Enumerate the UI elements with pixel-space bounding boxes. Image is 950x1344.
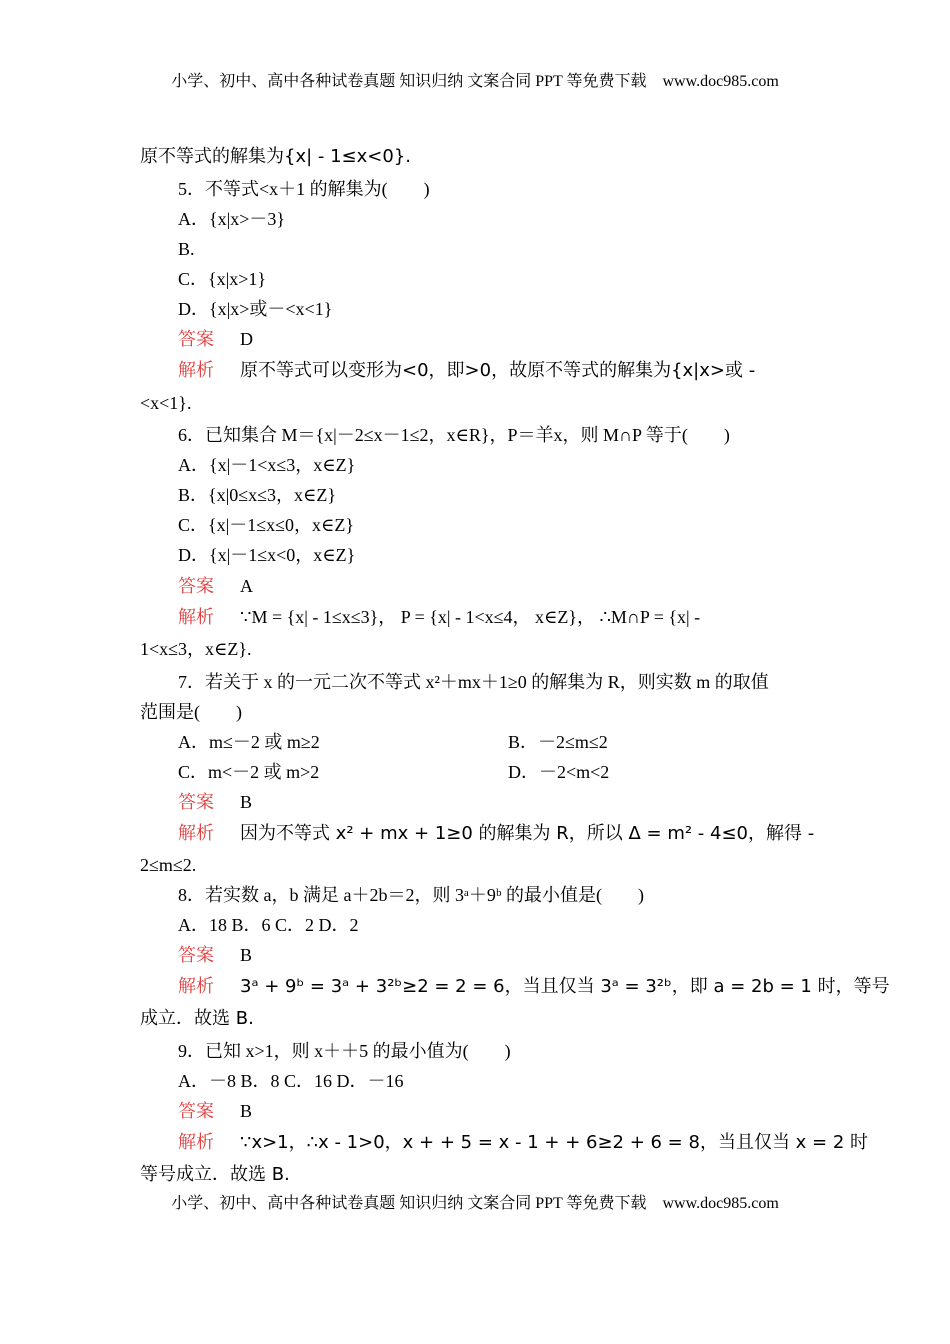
question-6: 6．已知集合 M＝{x|－2≤x－1≤2，x∈R}，P＝⽺x，则 M∩P 等于( ): [178, 425, 730, 445]
question-9: 9．已知 x>1，则 x＋＋5 的最小值为( ): [178, 1041, 511, 1061]
question-7-continuation: 范围是( ): [140, 702, 242, 722]
option-d: D．－2<m<2: [508, 762, 610, 782]
answer-value: B: [240, 945, 253, 965]
options: A．18 B．6 C．2 D．2: [178, 915, 359, 935]
text-line: 原不等式的解集为{x| - 1≤x<0}.: [140, 146, 412, 167]
page-header: 小学、初中、高中各种试卷真题 知识归纳 文案合同 PPT 等免费下载 www.doc985.com: [171, 73, 779, 90]
answer-label: 答案: [178, 792, 214, 813]
analysis-line: [178, 1130, 868, 1155]
analysis-line: [178, 821, 814, 846]
analysis-continuation: 等号成立．故选 B.: [140, 1164, 290, 1185]
question-5: 5．不等式<x＋1 的解集为( ): [178, 179, 430, 199]
option-a: A．m≤－2 或 m≥2: [178, 732, 320, 752]
option-c: C．{x|x>1}: [178, 269, 267, 289]
analysis-text: 原不等式可以变形为<0，即>0，故原不等式的解集为{x|x>或 -: [240, 360, 756, 381]
question-7: 7．若关于 x 的一元二次不等式 x²＋mx＋1≥0 的解集为 R，则实数 m 的取值: [178, 672, 769, 692]
answer-line: [178, 574, 253, 599]
analysis-label: 解析: [178, 360, 214, 381]
answer-value: B: [240, 792, 253, 812]
option-d: D．{x|－1≤x<0，x∈Z}: [178, 545, 356, 565]
analysis-text: ∵M = {x| - 1≤x≤3}， P = {x| - 1<x≤4， x∈Z}， ∴M∩P = {x| -: [240, 607, 701, 627]
analysis-label: 解析: [178, 607, 214, 628]
analysis-text: 因为不等式 x² + mx + 1≥0 的解集为 R，所以 Δ = m² - 4≤0，解得 -: [240, 823, 815, 844]
analysis-label: 解析: [178, 823, 214, 844]
analysis-continuation: 2≤m≤2.: [140, 855, 197, 875]
option-b: B.: [178, 239, 195, 259]
answer-line: [178, 1099, 252, 1124]
analysis-continuation: 成立．故选 B.: [140, 1008, 254, 1029]
page-footer: 小学、初中、高中各种试卷真题 知识归纳 文案合同 PPT 等免费下载 www.doc985.com: [171, 1195, 779, 1212]
option-c: C．m<－2 或 m>2: [178, 762, 320, 782]
analysis-continuation: <x<1}.: [140, 393, 192, 413]
option-b: B．{x|0≤x≤3，x∈Z}: [178, 485, 336, 505]
analysis-continuation: 1<x≤3，x∈Z}.: [140, 639, 252, 659]
answer-label: 答案: [178, 329, 214, 350]
analysis-text: ∵x>1，∴x - 1>0，x + + 5 = x - 1 + + 6≥2 + 6 = 8，当且仅当 x = 2 时: [240, 1132, 869, 1153]
answer-line: [178, 327, 253, 352]
option-d: D．{x|x>或－<x<1}: [178, 299, 333, 319]
option-b: B．－2≤m≤2: [508, 732, 608, 752]
option-c: C．{x|－1≤x≤0，x∈Z}: [178, 515, 354, 535]
question-8: 8．若实数 a，b 满足 a＋2b＝2，则 3ᵃ＋9ᵇ 的最小值是( ): [178, 885, 644, 905]
analysis-text: 3ᵃ + 9ᵇ = 3ᵃ + 3²ᵇ≥2 = 2 = 6，当且仅当 3ᵃ = 3²ᵇ，即 a = 2b = 1 时，等号: [240, 976, 890, 997]
answer-label: 答案: [178, 1101, 214, 1122]
answer-value: D: [240, 329, 253, 349]
analysis-label: 解析: [178, 976, 214, 997]
answer-label: 答案: [178, 945, 214, 966]
analysis-line: [178, 605, 700, 630]
option-a: A．{x|x>－3}: [178, 209, 286, 229]
option-a: A．{x|－1<x≤3，x∈Z}: [178, 455, 356, 475]
answer-value: B: [240, 1101, 253, 1121]
answer-label: 答案: [178, 576, 214, 597]
answer-line: [178, 790, 252, 815]
analysis-line: [178, 974, 890, 999]
analysis-line: [178, 358, 755, 383]
answer-line: [178, 943, 252, 968]
answer-value: A: [240, 576, 253, 596]
analysis-label: 解析: [178, 1132, 214, 1153]
options: A．－8 B．8 C．16 D．－16: [178, 1071, 404, 1091]
